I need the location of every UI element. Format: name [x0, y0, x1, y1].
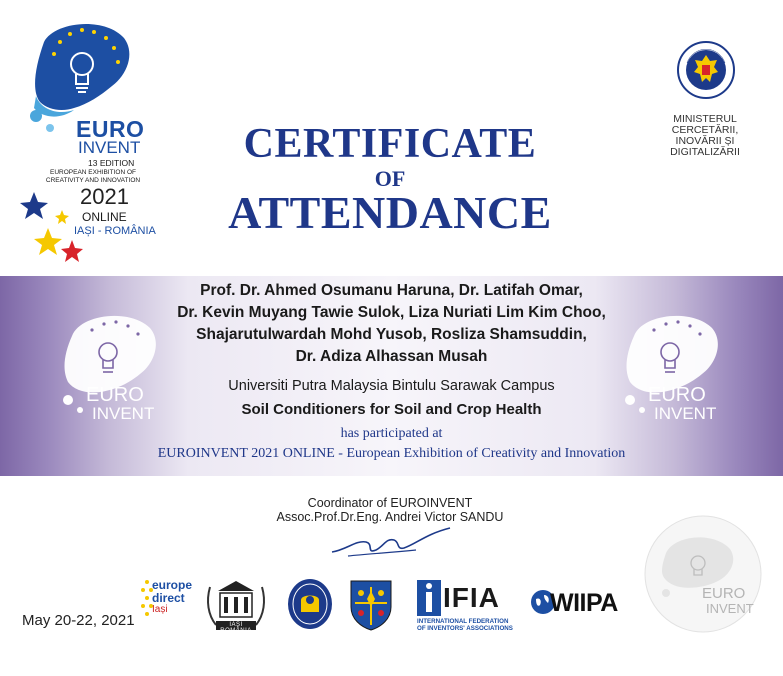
- recipient-line: Shajarutulwardah Mohd Yusob, Rosliza Shamsuddin,: [196, 326, 587, 343]
- logo-edition: 13 EDITION: [88, 158, 135, 168]
- ministry-line: CERCETĂRII,: [671, 124, 739, 136]
- university-name: Universiti Putra Malaysia Bintulu Sarawak Campus: [228, 378, 555, 394]
- logo-mode: ONLINE: [82, 210, 127, 224]
- ministry-line: DIGITALIZĂRII: [670, 146, 740, 158]
- euroinvent-logo: [20, 12, 156, 262]
- watermark-graphic: [644, 509, 762, 639]
- certificate-title: CERTIFICATE: [243, 121, 537, 167]
- logo-invent-text: INVENT: [78, 138, 141, 157]
- project-title: Soil Conditioners for Soil and Crop Health: [241, 401, 542, 418]
- band-logo-left-invent: INVENT: [92, 404, 155, 423]
- recipient-line: Dr. Adiza Alhassan Musah: [295, 348, 488, 365]
- wiipa-logo: [530, 585, 618, 625]
- exhibition-name: EUROINVENT 2021 ONLINE - European Exhibition of Creativity and Innovation: [157, 446, 626, 461]
- ifia-text: IFIA: [443, 582, 500, 613]
- recipient-names: [120, 280, 663, 368]
- wiipa-text: WIIPA: [550, 589, 618, 617]
- europe-direct-line2: direct: [152, 591, 185, 605]
- ministry-name: [640, 114, 770, 158]
- watermark-euro: EURO: [702, 585, 746, 602]
- band-logo-left-euro: EURO: [86, 384, 144, 406]
- event-date: May 20-22, 2021: [22, 612, 135, 629]
- signature-icon: [326, 520, 456, 560]
- logo-city: IAȘI - ROMÂNIA: [74, 225, 156, 237]
- band-logo-right-euro: EURO: [648, 384, 706, 406]
- recipient-line: Dr. Kevin Muyang Tawie Sulok, Liza Nuriati Lim Kim Choo,: [177, 304, 606, 321]
- recipient-line: Prof. Dr. Ahmed Osumanu Haruna, Dr. Latifah Omar,: [200, 282, 583, 299]
- europe-direct-line3: Iași: [152, 604, 168, 615]
- logo-euro-text: EURO: [76, 116, 145, 142]
- university-seal-icon: [287, 578, 333, 630]
- iasi-label: IAȘI ROMÂNIA: [220, 622, 252, 634]
- coordinator-name: Assoc.Prof.Dr.Eng. Andrei Victor SANDU: [276, 510, 504, 524]
- ministry-line: INOVĂRII ȘI: [675, 135, 735, 147]
- logo-subtitle: EUROPEAN EXHIBITION OF CREATIVITY AND INNOVATION: [45, 169, 141, 184]
- band-logo-right-invent: INVENT: [654, 404, 717, 423]
- watermark-invent: INVENT: [706, 601, 754, 616]
- ifia-mark-icon: [417, 580, 441, 616]
- europe-direct-line1: europe: [152, 578, 193, 592]
- europe-direct-logo: [140, 578, 200, 628]
- iasi-city-logo: [204, 577, 268, 633]
- participation-text: has participated at: [340, 426, 443, 441]
- certificate-title-attendance: ATTENDANCE: [228, 187, 552, 238]
- certificate-title-of: OF: [374, 166, 406, 191]
- logo-year: 2021: [80, 184, 129, 209]
- ifia-fullname: INTERNATIONAL FEDERATION OF INVENTORS' ASSOCIATIONS: [417, 618, 513, 632]
- shield-crest-icon: [349, 579, 393, 631]
- government-seal-icon: [677, 41, 735, 99]
- coordinator-title: Coordinator of EUROINVENT: [307, 496, 473, 510]
- ministry-line: MINISTERUL: [673, 113, 737, 125]
- ifia-logo: [417, 580, 521, 634]
- euroinvent-watermark: [644, 509, 762, 639]
